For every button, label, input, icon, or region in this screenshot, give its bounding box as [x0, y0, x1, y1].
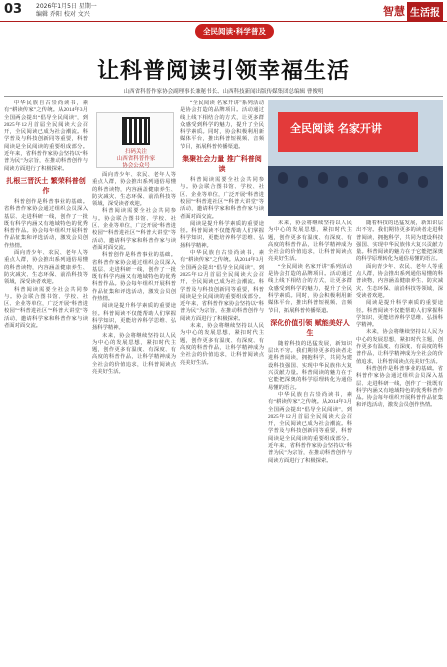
- paragraph: “全民阅读 名家开讲”系列活动是协会打造的品牌项目。活动通过线上线下相结合的方式，让更多群众感受到科学的魅力，提升了全民科学素质。同时，协会积极利用新媒体平台，推出科普短视频、音频节目，拓展科普传播渠道。: [268, 263, 352, 314]
- paragraph: 阅读是提升科学素质的重要途径。科普阅读不仅能帮助人们掌握科学知识，更能培养科学思维、弘扬科学精神。: [180, 220, 264, 249]
- audience-head: [298, 176, 308, 188]
- article-byline: 山西省科普作家协会副理事长兼秘书长、山西科技新闻出版传媒集团总编辑 曹俊明: [123, 89, 324, 95]
- column-3: [180, 100, 264, 663]
- audience: [268, 166, 443, 216]
- column-5: [356, 220, 443, 663]
- paragraph: 科普创作是科普事业的基础。省科普作家协会通过组织会员深入基层、走进科研一线，创作了一批既有科学内涵又有地域特色的优秀科普作品。协会每年组织开展科普作品征集和评选活动，激发会员创作热情。: [4, 198, 88, 249]
- paragraph: 面向青少年、农民、老年人等重点人群，协会推出系列通俗易懂的科普读物，内容涵盖健康养生、防灾减灾、生态环保、前沿科技等领域，深受读者欢迎。: [92, 172, 176, 208]
- column-4: [268, 220, 352, 663]
- issue-date: 2026年1月5日 星期一: [36, 3, 97, 10]
- paragraph: 科普创作是科普事业的基础。省科普作家协会通过组织会员深入基层、走进科研一线，创作了一批既有科学内涵又有地域特色的优秀科普作品。协会每年组织开展科普作品征集和评选活动，激发会员创作热情。: [92, 252, 176, 303]
- event-photo: [268, 100, 443, 216]
- subhead-1: 扎根三晋沃土 繁荣科普创作: [6, 176, 86, 195]
- paragraph: 面向青少年、农民、老年人等重点人群，协会推出系列通俗易懂的科普读物，内容涵盖健康养生、防灾减灾、生态环保、前沿科技等领域，深受读者欢迎。: [356, 263, 443, 299]
- audience-head: [358, 172, 368, 184]
- audience-head: [418, 176, 428, 188]
- masthead: [0, 0, 447, 22]
- paragraph: 未来，协会将继续坚持以人民为中心的发展思想，紧扣时代主题，创作更多有温度、有深度、有高度的科普作品，让科学精神成为全社会的价值追求，让科普阅读点亮美好生活。: [356, 329, 443, 365]
- qr-caption-line: 协会公众号: [122, 163, 150, 169]
- paragraph: 阅读是提升科学素质的重要途径。科普阅读不仅能帮助人们掌握科学知识，更能培养科学思维、弘扬科学精神。: [356, 300, 443, 329]
- paragraph: 科普创作是科普事业的基础。省科普作家协会通过组织会员深入基层、走进科研一线，创作了一批既有科学内涵又有地域特色的优秀科普作品。协会每年组织开展科普作品征集和评选活动，激发会员创作热情。: [356, 365, 443, 409]
- subhead-2: 集聚社会力量 推广科普阅读: [182, 155, 262, 174]
- paragraph: 未来，协会将继续坚持以人民为中心的发展思想，紧扣时代主题，创作更多有温度、有深度、有高度的科普作品，让科学精神成为全社会的价值追求，让科普阅读点亮美好生活。: [268, 220, 352, 263]
- divider: [4, 96, 443, 97]
- stage-banner-text: 全民阅读 名家开讲: [290, 122, 382, 135]
- paragraph: 随着科技的迅猛发展，新知识层出不穷。我们期待更多的读者走进科普阅读，拥抱科学，共同为建设科技强国、实现中华民族伟大复兴贡献力量。科普阅读的魅力在于它能把深奥的科学原理转化为通俗易懂的语言。: [268, 340, 352, 391]
- qr-caption-line: 扫码关注: [124, 149, 147, 155]
- paragraph: “全民阅读 名家开讲”系列活动是协会打造的品牌项目。活动通过线上线下相结合的方式，让更多群众感受到科学的魅力，提升了全民科学素质。同时，协会积极利用新媒体平台，推出科普短视频、音频节目，拓展科普传播渠道。: [180, 100, 264, 150]
- newspaper-brand: [383, 2, 443, 20]
- paragraph: 随着科技的迅猛发展，新知识层出不穷。我们期待更多的读者走进科普阅读，拥抱科学，共同为建设科技强国、实现中华民族伟大复兴贡献力量。科普阅读的魅力在于它能把深奥的科学原理转化为通俗易懂的语言。: [356, 220, 443, 263]
- article-headline: 让科普阅读引领幸福生活: [96, 58, 350, 84]
- column-1: [4, 100, 88, 663]
- audience-head: [278, 172, 288, 184]
- paragraph: 未来，协会将继续坚持以人民为中心的发展思想，紧扣时代主题，创作更多有温度、有深度、有高度的科普作品，让科学精神成为全社会的价值追求，让科普阅读点亮美好生活。: [180, 323, 264, 366]
- column-2: [92, 100, 176, 663]
- paragraph: 科普阅读需要全社会共同参与。协会联合图书馆、学校、社区、企业等单位，广泛开展“科普进校园”“科普进社区”“科普大讲堂”等活动，邀请科学家和科普作家与读者面对面交流。: [4, 286, 88, 330]
- subhead-3: 深化价值引领 赋能美好人生: [270, 318, 350, 337]
- paragraph: 未来，协会将继续坚持以人民为中心的发展思想，紧扣时代主题，创作更多有温度、有深度、有高度的科普作品，让科学精神成为全社会的价值追求，让科普阅读点亮美好生活。: [92, 332, 176, 376]
- paragraph: 面向青少年、农民、老年人等重点人群，协会推出系列通俗易懂的科普读物，内容涵盖健康养生、防灾减灾、生态环保、前沿科技等领域，深受读者欢迎。: [4, 250, 88, 286]
- brand-life-daily: 生活报: [407, 2, 443, 21]
- page-number: 03: [4, 2, 23, 17]
- audience-head: [398, 172, 408, 184]
- paragraph: 中华民族自古崇尚读书，素有“耕读传家”之传统。从2014年3月全国两会提出“倡导全民阅读”，到2025年12月首届全民阅读大会召开，全民阅读已成为社会潮流。科学普及与科技创新同等重要，科普阅读是全民阅读的重要组成部分。近年来，省科普作家协会坚持以“科普为民”为宗旨，在推动科普创作与阅读方面进行了积极探索。: [4, 100, 88, 172]
- audience-head: [378, 176, 388, 188]
- paragraph: 科普阅读需要全社会共同参与。协会联合图书馆、学校、社区、企业等单位，广泛开展“科普进校园”“科普进社区”“科普大讲堂”等活动，邀请科学家和科普作家与读者面对面交流。: [92, 208, 176, 251]
- editor-credit: 编辑 乔阳 校对 文兴: [36, 10, 90, 18]
- paragraph: 中华民族自古崇尚读书，素有“耕读传家”之传统。从2014年3月全国两会提出“倡导全民阅读”，到2025年12月首届全民阅读大会召开，全民阅读已成为社会潮流。科学普及与科技创新同等重要，科普阅读是全民阅读的重要组成部分。近年来，省科普作家协会坚持以“科普为民”为宗旨，在推动科普创作与阅读方面进行了积极探索。: [268, 391, 352, 464]
- audience-head: [318, 172, 328, 184]
- paragraph: 科普阅读需要全社会共同参与。协会联合图书馆、学校、社区、企业等单位，广泛开展“科普进校园”“科普进社区”“科普大讲堂”等活动，邀请科学家和科普作家与读者面对面交流。: [180, 177, 264, 220]
- audience-head: [338, 176, 348, 188]
- qr-caption-line: 山西省科普作家: [116, 156, 156, 162]
- dateline: [36, 3, 97, 18]
- paragraph: 中华民族自古崇尚读书，素有“耕读传家”之传统。从2014年3月全国两会提出“倡导全民阅读”，到2025年12月首届全民阅读大会召开，全民阅读已成为社会潮流。科学普及与科技创新同等重要，科普阅读是全民阅读的重要组成部分。近年来，省科普作家协会坚持以“科普为民”为宗旨，在推动科普创作与阅读方面进行了积极探索。: [180, 250, 264, 322]
- brand-wisdom: 智慧: [383, 5, 405, 18]
- section-band: 全民阅读·科学普及: [195, 24, 274, 39]
- paragraph: 阅读是提升科学素质的重要途径。科普阅读不仅能帮助人们掌握科学知识，更能培养科学思维、弘扬科学精神。: [92, 303, 176, 332]
